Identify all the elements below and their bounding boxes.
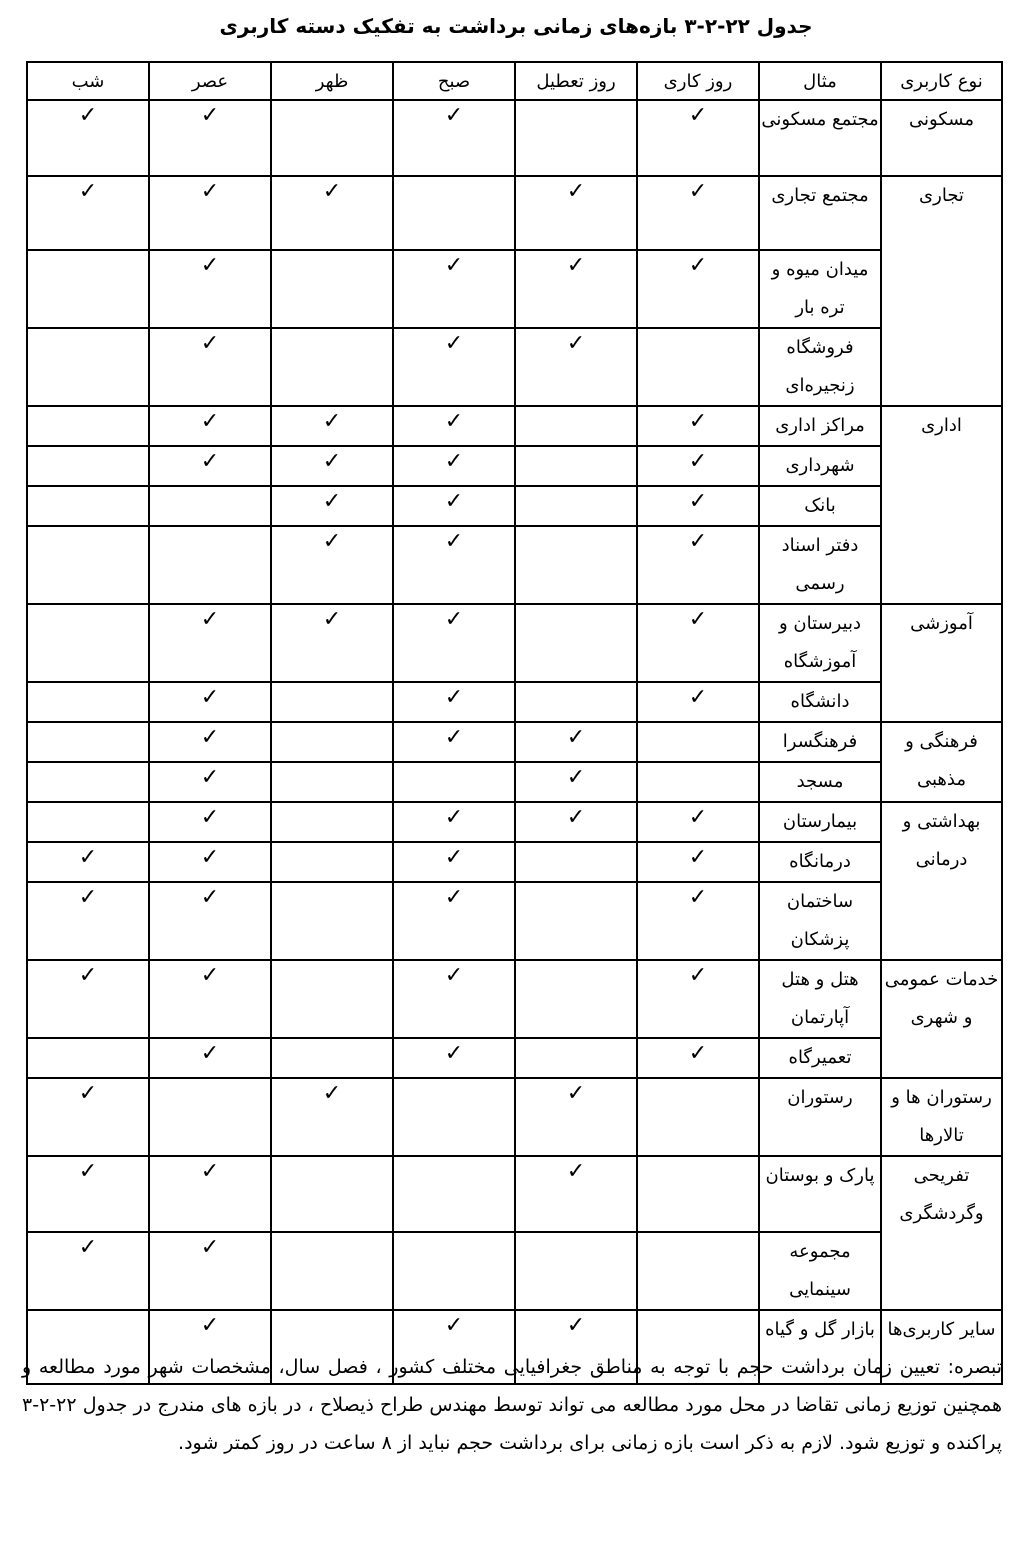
time-slot-cell xyxy=(515,842,637,882)
time-slot-cell xyxy=(637,446,759,486)
table-row xyxy=(27,604,1002,682)
check-mark-icon: ✓ xyxy=(200,253,220,278)
table-row xyxy=(27,1038,1002,1078)
time-slot-cell xyxy=(393,802,515,842)
time-slot-cell xyxy=(27,328,149,406)
check-mark-icon: ✓ xyxy=(322,449,342,474)
time-slot-cell xyxy=(515,406,637,446)
time-slot-cell xyxy=(515,446,637,486)
time-slot-cell xyxy=(515,250,637,328)
time-slot-cell xyxy=(393,1038,515,1078)
check-mark-icon: ✓ xyxy=(322,179,342,204)
time-slot-cell xyxy=(27,176,149,250)
time-slot-cell xyxy=(637,1232,759,1310)
example-cell: بیمارستان xyxy=(759,802,881,842)
time-slot-cell xyxy=(271,842,393,882)
time-slot-cell xyxy=(637,842,759,882)
time-slot-cell xyxy=(515,960,637,1038)
time-slot-cell xyxy=(271,526,393,604)
time-slot-cell xyxy=(637,328,759,406)
time-slot-cell xyxy=(515,604,637,682)
time-slot-cell xyxy=(149,682,271,722)
time-slot-cell xyxy=(393,526,515,604)
category-cell: تجاری xyxy=(881,176,1002,406)
time-slot-cell xyxy=(393,762,515,802)
time-slot-cell xyxy=(637,1156,759,1232)
time-slot-cell xyxy=(515,1156,637,1232)
time-slot-cell xyxy=(149,842,271,882)
time-slot-cell xyxy=(637,682,759,722)
time-slot-cell xyxy=(637,882,759,960)
time-slot-cell xyxy=(149,1232,271,1310)
table-row xyxy=(27,682,1002,722)
check-mark-icon: ✓ xyxy=(200,331,220,356)
time-slot-cell xyxy=(149,882,271,960)
check-mark-icon: ✓ xyxy=(444,685,464,710)
table-row xyxy=(27,1078,1002,1156)
check-mark-icon: ✓ xyxy=(200,449,220,474)
check-mark-icon: ✓ xyxy=(444,103,464,128)
time-slot-cell xyxy=(393,250,515,328)
time-slot-cell xyxy=(637,1078,759,1156)
check-mark-icon: ✓ xyxy=(688,449,708,474)
time-slot-cell xyxy=(27,762,149,802)
check-mark-icon: ✓ xyxy=(444,725,464,750)
check-mark-icon: ✓ xyxy=(200,1313,220,1338)
category-cell: خدمات عمومی و شهری xyxy=(881,960,1002,1078)
header-night: شب xyxy=(27,62,149,100)
table-row xyxy=(27,960,1002,1038)
time-slot-cell xyxy=(149,486,271,526)
check-mark-icon: ✓ xyxy=(200,765,220,790)
example-cell: مجتمع مسکونی xyxy=(759,100,881,176)
check-mark-icon: ✓ xyxy=(566,1313,586,1338)
header-afternoon: عصر xyxy=(149,62,271,100)
time-slot-cell xyxy=(393,406,515,446)
check-mark-icon: ✓ xyxy=(200,103,220,128)
time-slot-cell xyxy=(515,882,637,960)
time-slot-cell xyxy=(27,446,149,486)
time-slot-cell xyxy=(637,176,759,250)
time-slot-cell xyxy=(149,446,271,486)
time-slot-cell xyxy=(393,722,515,762)
check-mark-icon: ✓ xyxy=(200,963,220,988)
time-slot-cell xyxy=(271,486,393,526)
time-slot-cell xyxy=(149,1156,271,1232)
header-example: مثال xyxy=(759,62,881,100)
time-slot-cell xyxy=(27,250,149,328)
table-row xyxy=(27,722,1002,762)
time-slot-cell xyxy=(515,1038,637,1078)
category-cell: تفریحی وگردشگری xyxy=(881,1156,1002,1310)
time-slot-cell xyxy=(271,1156,393,1232)
time-slot-cell xyxy=(27,842,149,882)
example-cell: بازار گل و گیاه xyxy=(759,1310,881,1384)
time-slot-cell xyxy=(515,722,637,762)
time-slot-cell xyxy=(515,526,637,604)
time-slot-cell xyxy=(149,100,271,176)
category-cell: رستوران ها و تالارها xyxy=(881,1078,1002,1156)
time-slot-cell xyxy=(149,250,271,328)
check-mark-icon: ✓ xyxy=(200,845,220,870)
check-mark-icon: ✓ xyxy=(444,607,464,632)
table-row xyxy=(27,1232,1002,1310)
example-cell: مراکز اداری xyxy=(759,406,881,446)
check-mark-icon: ✓ xyxy=(688,103,708,128)
time-slot-cell xyxy=(515,762,637,802)
check-mark-icon: ✓ xyxy=(200,1159,220,1184)
time-slot-cell xyxy=(149,722,271,762)
time-slot-cell xyxy=(637,486,759,526)
example-cell: ساختمان پزشکان xyxy=(759,882,881,960)
category-cell: مسکونی xyxy=(881,100,1002,176)
check-mark-icon: ✓ xyxy=(688,253,708,278)
check-mark-icon: ✓ xyxy=(444,449,464,474)
example-cell: دانشگاه xyxy=(759,682,881,722)
check-mark-icon: ✓ xyxy=(444,529,464,554)
time-slot-cell xyxy=(149,1038,271,1078)
time-slot-cell xyxy=(149,406,271,446)
check-mark-icon: ✓ xyxy=(566,1081,586,1106)
time-slot-cell xyxy=(393,842,515,882)
check-mark-icon: ✓ xyxy=(688,963,708,988)
time-slot-cell xyxy=(515,100,637,176)
time-slot-cell xyxy=(393,1078,515,1156)
time-slot-cell xyxy=(515,176,637,250)
time-slot-cell xyxy=(27,1038,149,1078)
check-mark-icon: ✓ xyxy=(78,179,98,204)
check-mark-icon: ✓ xyxy=(444,489,464,514)
example-cell: میدان میوه و تره بار xyxy=(759,250,881,328)
time-slot-cell xyxy=(515,1078,637,1156)
table-row xyxy=(27,526,1002,604)
check-mark-icon: ✓ xyxy=(78,103,98,128)
check-mark-icon: ✓ xyxy=(688,1041,708,1066)
check-mark-icon: ✓ xyxy=(688,179,708,204)
check-mark-icon: ✓ xyxy=(688,409,708,434)
time-slot-cell xyxy=(637,100,759,176)
table-row xyxy=(27,100,1002,176)
time-slot-cell xyxy=(271,446,393,486)
example-cell: فروشگاه زنجیره‌ای xyxy=(759,328,881,406)
time-slot-cell xyxy=(271,1232,393,1310)
check-mark-icon: ✓ xyxy=(444,331,464,356)
header-land-use: نوع کاربری xyxy=(881,62,1002,100)
table-row xyxy=(27,486,1002,526)
time-slot-cell xyxy=(637,526,759,604)
time-slot-cell xyxy=(27,526,149,604)
time-slot-cell xyxy=(149,1078,271,1156)
time-slot-cell xyxy=(393,100,515,176)
check-mark-icon: ✓ xyxy=(688,845,708,870)
check-mark-icon: ✓ xyxy=(200,1041,220,1066)
check-mark-icon: ✓ xyxy=(566,1159,586,1184)
time-slot-cell xyxy=(515,328,637,406)
check-mark-icon: ✓ xyxy=(444,409,464,434)
check-mark-icon: ✓ xyxy=(78,885,98,910)
time-slot-cell xyxy=(149,604,271,682)
check-mark-icon: ✓ xyxy=(688,805,708,830)
example-cell: مجموعه سینمایی xyxy=(759,1232,881,1310)
time-slot-cell xyxy=(393,328,515,406)
time-slot-cell xyxy=(393,682,515,722)
table-row xyxy=(27,882,1002,960)
time-slot-cell xyxy=(393,960,515,1038)
time-slot-cell xyxy=(271,176,393,250)
time-slot-cell xyxy=(149,526,271,604)
time-slot-cell xyxy=(27,960,149,1038)
table-row xyxy=(27,250,1002,328)
time-slot-cell xyxy=(271,1038,393,1078)
check-mark-icon: ✓ xyxy=(200,1235,220,1260)
time-slot-cell xyxy=(27,682,149,722)
check-mark-icon: ✓ xyxy=(200,725,220,750)
time-slot-cell xyxy=(393,1232,515,1310)
example-cell: فرهنگسرا xyxy=(759,722,881,762)
time-slot-cell xyxy=(393,446,515,486)
time-slot-cell xyxy=(515,1232,637,1310)
time-slot-cell xyxy=(27,802,149,842)
time-slot-cell xyxy=(27,486,149,526)
time-slot-cell xyxy=(27,100,149,176)
table-row xyxy=(27,176,1002,250)
time-slot-cell xyxy=(637,722,759,762)
header-morning: صبح xyxy=(393,62,515,100)
time-slot-cell xyxy=(27,1232,149,1310)
check-mark-icon: ✓ xyxy=(200,179,220,204)
time-slot-cell xyxy=(271,722,393,762)
check-mark-icon: ✓ xyxy=(444,1313,464,1338)
time-slot-cell xyxy=(271,406,393,446)
time-slot-cell xyxy=(637,406,759,446)
example-cell: هتل و هتل آپارتمان xyxy=(759,960,881,1038)
time-slot-cell xyxy=(149,762,271,802)
example-cell: بانک xyxy=(759,486,881,526)
time-slot-cell xyxy=(393,882,515,960)
time-slot-cell xyxy=(515,802,637,842)
check-mark-icon: ✓ xyxy=(322,489,342,514)
table-row xyxy=(27,406,1002,446)
check-mark-icon: ✓ xyxy=(78,845,98,870)
table-row xyxy=(27,802,1002,842)
category-cell: سایر کاربری‌ها xyxy=(881,1310,1002,1384)
time-slot-cell xyxy=(27,1078,149,1156)
time-slot-cell xyxy=(149,802,271,842)
header-workday: روز کاری xyxy=(637,62,759,100)
check-mark-icon: ✓ xyxy=(78,1235,98,1260)
check-mark-icon: ✓ xyxy=(200,685,220,710)
time-slot-cell xyxy=(27,1156,149,1232)
time-slot-cell xyxy=(637,250,759,328)
check-mark-icon: ✓ xyxy=(322,1081,342,1106)
time-slot-cell xyxy=(637,960,759,1038)
category-cell: آموزشی xyxy=(881,604,1002,722)
example-cell: پارک و بوستان xyxy=(759,1156,881,1232)
time-slot-cell xyxy=(271,328,393,406)
time-slot-cell xyxy=(393,604,515,682)
check-mark-icon: ✓ xyxy=(322,529,342,554)
check-mark-icon: ✓ xyxy=(444,1041,464,1066)
time-slot-cell xyxy=(27,722,149,762)
example-cell: درمانگاه xyxy=(759,842,881,882)
time-slot-cell xyxy=(271,960,393,1038)
header-holiday: روز تعطیل xyxy=(515,62,637,100)
check-mark-icon: ✓ xyxy=(566,253,586,278)
time-slot-cell xyxy=(271,682,393,722)
time-slot-cell xyxy=(271,882,393,960)
time-slot-cell xyxy=(271,762,393,802)
check-mark-icon: ✓ xyxy=(688,529,708,554)
example-cell: تعمیرگاه xyxy=(759,1038,881,1078)
category-cell: بهداشتی و درمانی xyxy=(881,802,1002,960)
check-mark-icon: ✓ xyxy=(566,765,586,790)
header-noon: ظهر xyxy=(271,62,393,100)
table-row xyxy=(27,328,1002,406)
check-mark-icon: ✓ xyxy=(566,725,586,750)
check-mark-icon: ✓ xyxy=(688,489,708,514)
time-slot-cell xyxy=(27,406,149,446)
time-slot-cell xyxy=(149,328,271,406)
collection-time-table xyxy=(26,61,1003,1385)
time-slot-cell xyxy=(515,486,637,526)
table-title: جدول ۲۲-۲-۳ بازه‌های زمانی برداشت به تفکیک دسته کاربری xyxy=(219,14,813,38)
time-slot-cell xyxy=(149,176,271,250)
note-paragraph: تبصره: تعیین زمان برداشت حجم با توجه به مناطق جغرافیایی مختلف کشور ، فصل سال، مشخصات شهر مورد مطالعه و همچنین توزیع زمانی تقاضا در محل مورد مطالعه می تواند توسط مهندس طراح ذیصلاح ، در بازه های مندرج در جدول ۲۲-۲-۳ پراکنده و توزیع شود. لازم به ذکر است بازه زمانی برای برداشت حجم نباید از ۸ ساعت در روز کمتر شود. xyxy=(22,1356,1002,1454)
check-mark-icon: ✓ xyxy=(200,409,220,434)
check-mark-icon: ✓ xyxy=(688,607,708,632)
example-cell: مسجد xyxy=(759,762,881,802)
example-cell: شهرداری xyxy=(759,446,881,486)
table-row xyxy=(27,762,1002,802)
check-mark-icon: ✓ xyxy=(444,963,464,988)
time-slot-cell xyxy=(637,1038,759,1078)
example-cell: مجتمع تجاری xyxy=(759,176,881,250)
time-slot-cell xyxy=(149,960,271,1038)
check-mark-icon: ✓ xyxy=(444,253,464,278)
time-slot-cell xyxy=(27,604,149,682)
time-slot-cell xyxy=(271,1078,393,1156)
example-cell: رستوران xyxy=(759,1078,881,1156)
time-slot-cell xyxy=(393,1156,515,1232)
check-mark-icon: ✓ xyxy=(566,179,586,204)
time-slot-cell xyxy=(637,802,759,842)
check-mark-icon: ✓ xyxy=(78,1159,98,1184)
time-slot-cell xyxy=(271,250,393,328)
check-mark-icon: ✓ xyxy=(322,607,342,632)
check-mark-icon: ✓ xyxy=(200,805,220,830)
check-mark-icon: ✓ xyxy=(200,607,220,632)
time-slot-cell xyxy=(271,802,393,842)
category-cell: فرهنگی و مذهبی xyxy=(881,722,1002,802)
example-cell: دفتر اسناد رسمی xyxy=(759,526,881,604)
header-row xyxy=(27,62,1002,100)
time-slot-cell xyxy=(271,100,393,176)
time-slot-cell xyxy=(637,762,759,802)
table-row xyxy=(27,842,1002,882)
table-row xyxy=(27,1156,1002,1232)
check-mark-icon: ✓ xyxy=(444,805,464,830)
category-cell: اداری xyxy=(881,406,1002,604)
check-mark-icon: ✓ xyxy=(78,1081,98,1106)
table-row xyxy=(27,446,1002,486)
example-cell: دبیرستان و آموزشگاه xyxy=(759,604,881,682)
time-slot-cell xyxy=(637,604,759,682)
time-slot-cell xyxy=(271,604,393,682)
check-mark-icon: ✓ xyxy=(444,885,464,910)
check-mark-icon: ✓ xyxy=(322,409,342,434)
check-mark-icon: ✓ xyxy=(444,845,464,870)
time-slot-cell xyxy=(515,682,637,722)
check-mark-icon: ✓ xyxy=(200,885,220,910)
check-mark-icon: ✓ xyxy=(78,963,98,988)
time-slot-cell xyxy=(393,486,515,526)
check-mark-icon: ✓ xyxy=(688,685,708,710)
time-slot-cell xyxy=(393,176,515,250)
time-slot-cell xyxy=(27,882,149,960)
check-mark-icon: ✓ xyxy=(566,331,586,356)
check-mark-icon: ✓ xyxy=(566,805,586,830)
check-mark-icon: ✓ xyxy=(688,885,708,910)
